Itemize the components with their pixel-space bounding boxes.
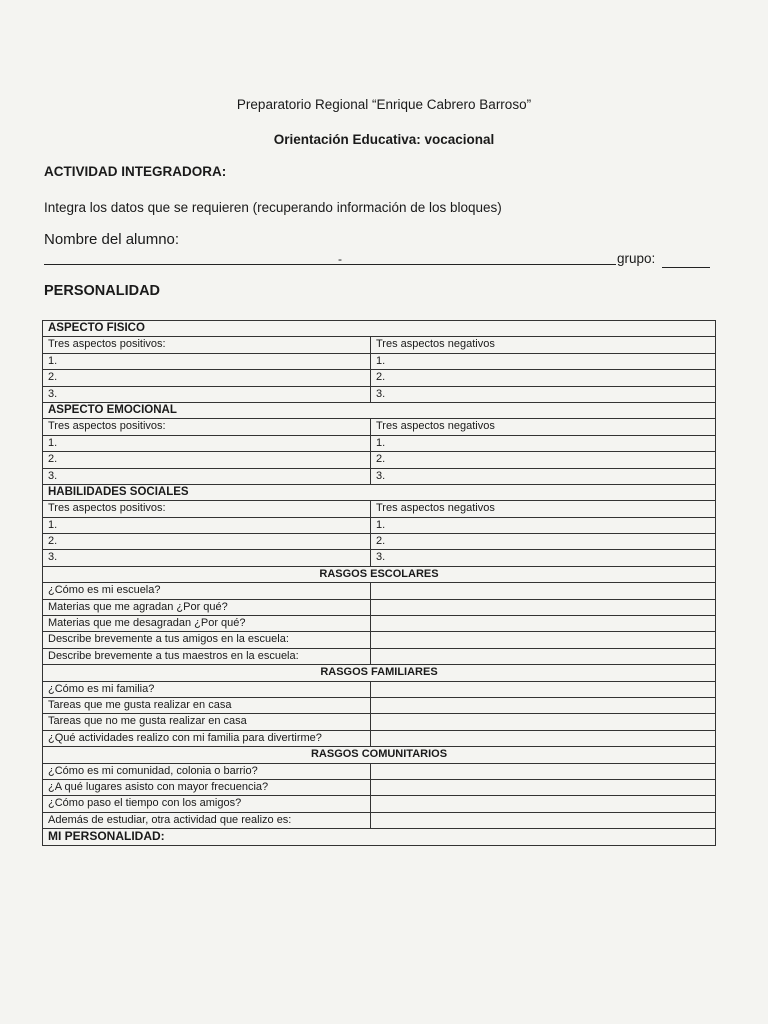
school-name: Preparatorio Regional “Enrique Cabrero Barroso”: [236, 97, 532, 112]
table-row: [43, 501, 716, 517]
section-title: PERSONALIDAD: [44, 283, 161, 299]
traits-title: RASGOS FAMILIARES: [43, 665, 716, 681]
answer-cell[interactable]: [371, 583, 716, 599]
table-row: [43, 779, 716, 795]
question-cell: ¿Cómo es mi comunidad, colonia o barrio?: [43, 763, 371, 779]
question-cell: ¿Cómo es mi familia?: [43, 681, 371, 697]
answer-cell[interactable]: [371, 714, 716, 730]
answer-cell[interactable]: [371, 763, 716, 779]
aspect-title: ASPECTO FISICO: [43, 321, 716, 337]
positive-answer-cell[interactable]: 1.: [43, 435, 371, 451]
table-row: [43, 599, 716, 615]
negative-answer-cell[interactable]: 3.: [371, 550, 716, 566]
answer-cell[interactable]: [371, 681, 716, 697]
question-cell: Describe brevemente a tus amigos en la escuela:: [43, 632, 371, 648]
traits-title: RASGOS ESCOLARES: [43, 566, 716, 582]
table-row: [43, 747, 716, 763]
positive-answer-cell[interactable]: 3.: [43, 550, 371, 566]
table-row: [43, 829, 716, 845]
table-row: [43, 681, 716, 697]
activity-title: ACTIVIDAD INTEGRADORA:: [44, 164, 227, 179]
negative-label: Tres aspectos negativos: [371, 501, 716, 517]
positive-answer-cell[interactable]: 2.: [43, 370, 371, 386]
table-row: [43, 321, 716, 337]
positive-answer-cell[interactable]: 2.: [43, 452, 371, 468]
table-row: [43, 468, 716, 484]
aspect-title: HABILIDADES SOCIALES: [43, 484, 716, 500]
negative-answer-cell[interactable]: 2.: [371, 534, 716, 550]
table-row: [43, 763, 716, 779]
answer-cell[interactable]: [371, 697, 716, 713]
aspect-title: ASPECTO EMOCIONAL: [43, 402, 716, 418]
table-row: [43, 550, 716, 566]
answer-cell[interactable]: [371, 599, 716, 615]
table-row: [43, 517, 716, 533]
table-row: [43, 484, 716, 500]
answer-cell[interactable]: [371, 730, 716, 746]
negative-answer-cell[interactable]: 2.: [371, 370, 716, 386]
instruction-text: Integra los datos que se requieren (recuperando información de los bloques): [44, 200, 502, 215]
table-row: [43, 337, 716, 353]
group-line[interactable]: [662, 267, 710, 268]
table-row: [43, 648, 716, 664]
question-cell: ¿A qué lugares asisto con mayor frecuencia?: [43, 779, 371, 795]
table-row: [43, 796, 716, 812]
personality-form-table: [42, 320, 716, 846]
table-row: [43, 452, 716, 468]
question-cell: Describe brevemente a tus maestros en la escuela:: [43, 648, 371, 664]
question-cell: ¿Cómo paso el tiempo con los amigos?: [43, 796, 371, 812]
table-row: [43, 665, 716, 681]
answer-cell[interactable]: [371, 796, 716, 812]
positive-label: Tres aspectos positivos:: [43, 337, 371, 353]
group-label: grupo:: [617, 251, 656, 266]
negative-label: Tres aspectos negativos: [371, 419, 716, 435]
negative-answer-cell[interactable]: 1.: [371, 517, 716, 533]
negative-answer-cell[interactable]: 3.: [371, 468, 716, 484]
table-row: [43, 402, 716, 418]
positive-answer-cell[interactable]: 2.: [43, 534, 371, 550]
table-row: [43, 534, 716, 550]
table-row: [43, 697, 716, 713]
table-row: [43, 566, 716, 582]
table-row: [43, 419, 716, 435]
answer-cell[interactable]: [371, 812, 716, 828]
table-row: [43, 730, 716, 746]
name-line-dash: -: [338, 252, 342, 266]
positive-answer-cell[interactable]: 1.: [43, 353, 371, 369]
positive-answer-cell[interactable]: 1.: [43, 517, 371, 533]
question-cell: Tareas que me gusta realizar en casa: [43, 697, 371, 713]
negative-answer-cell[interactable]: 1.: [371, 435, 716, 451]
answer-cell[interactable]: [371, 616, 716, 632]
question-cell: Además de estudiar, otra actividad que realizo es:: [43, 812, 371, 828]
table-row: [43, 714, 716, 730]
table-row: [43, 353, 716, 369]
answer-cell[interactable]: [371, 632, 716, 648]
question-cell: Tareas que no me gusta realizar en casa: [43, 714, 371, 730]
table-row: [43, 386, 716, 402]
positive-answer-cell[interactable]: 3.: [43, 386, 371, 402]
table-row: [43, 583, 716, 599]
table-row: [43, 632, 716, 648]
positive-label: Tres aspectos positivos:: [43, 501, 371, 517]
traits-title: RASGOS COMUNITARIOS: [43, 747, 716, 763]
table-row: [43, 435, 716, 451]
student-name-label: Nombre del alumno:: [44, 231, 180, 248]
answer-cell[interactable]: [371, 779, 716, 795]
positive-label: Tres aspectos positivos:: [43, 419, 371, 435]
question-cell: Materias que me desagradan ¿Por qué?: [43, 616, 371, 632]
mi-personalidad-box[interactable]: MI PERSONALIDAD:: [43, 829, 716, 845]
negative-answer-cell[interactable]: 2.: [371, 452, 716, 468]
question-cell: ¿Cómo es mi escuela?: [43, 583, 371, 599]
positive-answer-cell[interactable]: 3.: [43, 468, 371, 484]
table-row: [43, 616, 716, 632]
subject-title: Orientación Educativa: vocacional: [273, 132, 495, 147]
negative-answer-cell[interactable]: 1.: [371, 353, 716, 369]
negative-answer-cell[interactable]: 3.: [371, 386, 716, 402]
table-row: [43, 370, 716, 386]
question-cell: Materias que me agradan ¿Por qué?: [43, 599, 371, 615]
answer-cell[interactable]: [371, 648, 716, 664]
student-name-line[interactable]: [44, 264, 616, 265]
negative-label: Tres aspectos negativos: [371, 337, 716, 353]
question-cell: ¿Qué actividades realizo con mi familia para divertirme?: [43, 730, 371, 746]
table-row: [43, 812, 716, 828]
